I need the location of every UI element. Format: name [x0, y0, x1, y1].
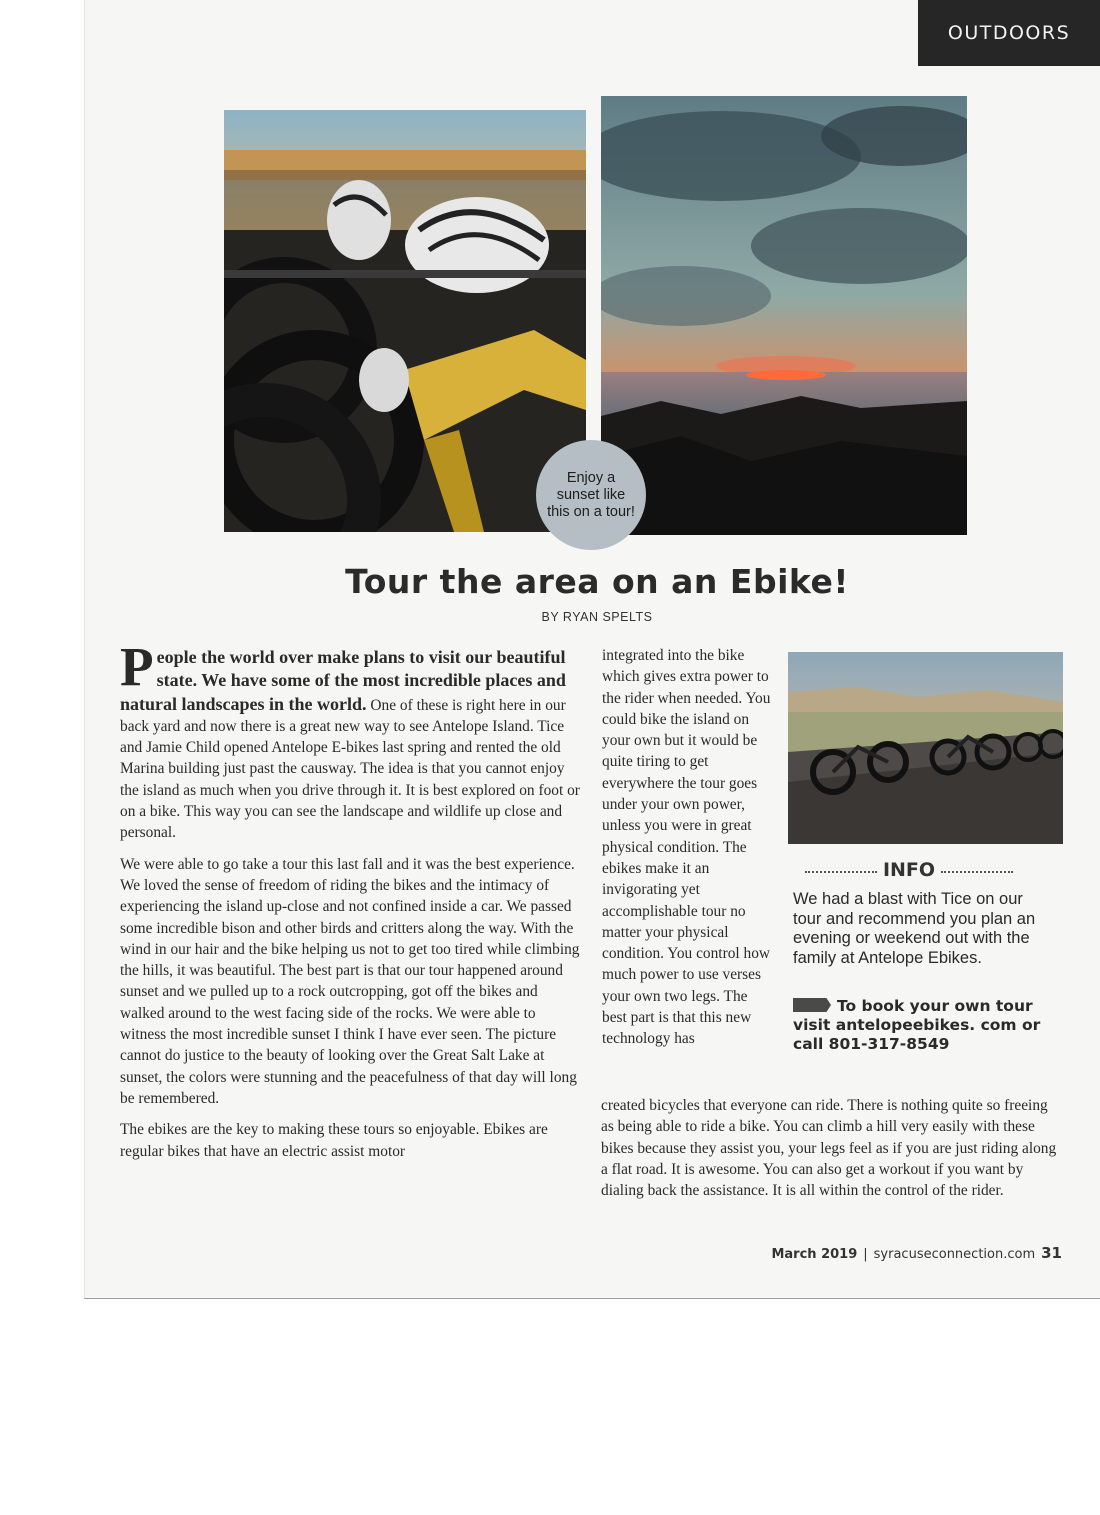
article-column-1 — [120, 636, 582, 1172]
info-cta-text: To book your own tour visit antelopeebikes. com or call 801-317-8549 — [793, 997, 1041, 1053]
info-divider-right — [941, 871, 1013, 873]
drop-cap: P — [120, 636, 154, 697]
footer-separator: | — [863, 1247, 868, 1262]
article-headline: Tour the area on an Ebike! — [345, 562, 849, 601]
article-paragraph-3: The ebikes are the key to making these tours so enjoyable. Ebikes are regular bikes that have an electric assist motor — [120, 1121, 548, 1160]
article-paragraph-4-continued: created bicycles that everyone can ride. There is nothing quite so freeing as being able to ride a bike. You can climb a hill very easily with these bikes because they assist you, your legs feel as if you are just riding along a flat road. It is awesome. You can also get a workout if you want by dialing back the assistance. It is all within the control of the rider. — [601, 1097, 1057, 1200]
info-heading-text: INFO — [882, 859, 936, 881]
article-paragraph-1-rest: One of these is right here in our back yard and now there is a great new way to see Antelope Island. Tice and Jamie Child opened Antelope E-bikes last spring and rented the old Marina building just past the causway. The idea is that you cannot enjoy the island as much when you drive through it. It is best explored on foot or on a bike. This way you can see the landscape and wildlife up close and personal. — [120, 696, 580, 842]
arrow-right-icon — [793, 998, 831, 1012]
info-divider-left — [805, 871, 877, 873]
article-column-2-continued — [601, 1095, 1063, 1211]
article-column-2 — [602, 645, 772, 1060]
photo-caption-bubble: Enjoy a sunset like this on a tour! — [536, 440, 646, 550]
page-footer — [771, 1244, 1062, 1262]
article-paragraph-4: integrated into the bike which gives extra power to the rider when needed. You could bike the island on your own but it would be quite tiring to get everywhere the tour goes under your own power, unless you were in great physical condition. The ebikes make it an invigorating yet accomplishable tour no matter your physical condition. You control how much power to use verses your own two legs. The best part is that this new technology has — [602, 647, 771, 1048]
article-paragraph-1 — [120, 636, 582, 844]
page-number: 31 — [1041, 1244, 1062, 1262]
footer-issue-date: March 2019 — [771, 1247, 858, 1262]
article-byline: BY RYAN SPELTS — [541, 610, 653, 624]
info-heading — [805, 859, 1013, 881]
footer-website: syracuseconnection.com — [873, 1247, 1036, 1262]
article-lede: eople the world over make plans to visit our beautiful state. We have some of the most incredible places and natural landscapes in the world. — [120, 647, 566, 714]
article-paragraph-2: We were able to go take a tour this last fall and it was the best experience. We loved the sense of freedom of riding the bikes and the intimacy of experiencing the island up-close and not confined inside a car. We passed some incredible bison and other birds and critters along the way. With the wind in our hair and the bike helping us not to get too tired while climbing the hills, it was beautiful. The best part is that our tour happened around sunset and we pulled up to a rock outcropping, got off the bikes and walked around to the west facing side of the rocks. We were able to witness the most incredible sunset I think I have ever seen. The picture cannot do justice to the beauty of looking over the Great Salt Lake at sunset, the colors were stunning and the peacefulness of that day will long be remembered. — [120, 855, 580, 1107]
photo-sunset-lake — [601, 96, 967, 535]
photo-bikes-helmets — [224, 110, 586, 532]
info-booking-cta — [793, 997, 1053, 1054]
photo-ebikes-road — [788, 652, 1063, 844]
section-tab: OUTDOORS — [918, 0, 1100, 66]
info-body: We had a blast with Tice on our tour and recommend you plan an evening or weekend out with the family at Antelope Ebikes. — [793, 890, 1036, 967]
